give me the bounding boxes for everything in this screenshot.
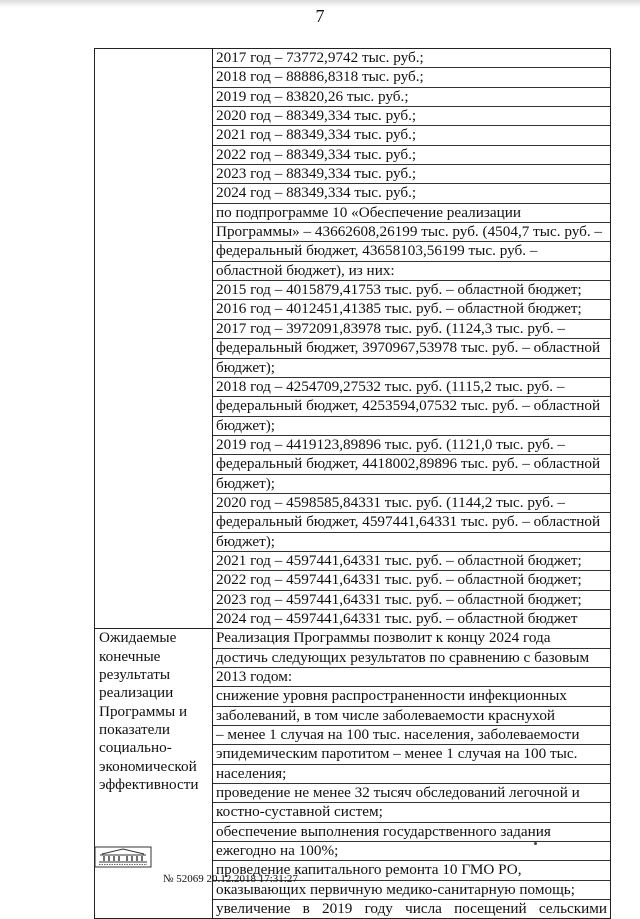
- list-item: эпидемическим паротитом – менее 1 случая на 100 тыс.: [213, 745, 610, 764]
- list-item: 2020 год – 88349,334 тыс. руб.;: [213, 107, 610, 126]
- funding-value-cell: [213, 49, 611, 629]
- list-item: по подпрограмме 10 «Обеспечение реализации: [213, 204, 610, 223]
- list-item: федеральный бюджет, 4253594,07532 тыс. руб. – областной: [213, 397, 610, 416]
- list-item: Реализация Программы позволит к концу 2024 года: [213, 629, 610, 648]
- list-item: бюджет);: [213, 359, 610, 378]
- list-item: увеличение в 2019 году числа посещений сельскими: [216, 900, 607, 918]
- list-item: заболеваний, в том числе заболеваемости краснухой: [213, 707, 610, 726]
- list-item: 2021 год – 4597441,64331 тыс. руб. – областной бюджет;: [213, 552, 610, 571]
- list-item: 2015 год – 4015879,41753 тыс. руб. – областной бюджет;: [213, 281, 610, 300]
- list-item: 2018 год – 88886,8318 тыс. руб.;: [213, 68, 610, 87]
- list-item: 2018 год – 4254709,27532 тыс. руб. (1115,2 тыс. руб. –: [213, 378, 610, 397]
- list-item: областной бюджет), из них:: [213, 262, 610, 281]
- list-item: 2022 год – 4597441,64331 тыс. руб. – областной бюджет;: [213, 571, 610, 590]
- list-item: 2019 год – 83820,26 тыс. руб.;: [213, 88, 610, 107]
- results-label-line: Ожидаемые: [99, 629, 177, 647]
- list-item: федеральный бюджет, 43658103,56199 тыс. руб. –: [213, 242, 610, 261]
- list-item: достичь следующих результатов по сравнению с базовым: [213, 649, 610, 668]
- funding-label-cell: [95, 49, 213, 629]
- list-item: обеспечение выполнения государственного задания: [213, 823, 610, 842]
- list-item: – менее 1 случая на 100 тыс. населения, заболеваемости: [213, 726, 610, 745]
- list-item: костно-суставной систем;: [213, 803, 610, 822]
- list-item: бюджет);: [213, 475, 610, 494]
- list-item: 2021 год – 88349,334 тыс. руб.;: [213, 126, 610, 145]
- list-item: федеральный бюджет, 3970967,53978 тыс. руб. – областной: [213, 339, 610, 358]
- results-label-line: Программы и: [99, 702, 188, 720]
- list-item: населения;: [213, 765, 610, 784]
- list-item: 2013 годом:: [213, 668, 610, 687]
- list-item: снижение уровня распространенности инфекционных: [213, 687, 610, 706]
- list-item: проведение капитального ремонта 10 ГМО РО,: [213, 861, 610, 880]
- list-item: 2022 год – 88349,334 тыс. руб.;: [213, 146, 610, 165]
- list-item: федеральный бюджет, 4597441,64331 тыс. руб. – областной: [213, 513, 610, 532]
- results-label-line: экономической: [99, 757, 197, 775]
- list-item: оказывающих первичную медико-санитарную помощь;: [213, 881, 610, 900]
- results-label-line: показатели: [99, 721, 171, 739]
- list-item: бюджет);: [213, 533, 610, 552]
- results-label-line: социально-: [99, 739, 172, 757]
- registration-number: № 52069 20.12.2018 17:31:27: [163, 873, 298, 885]
- funding-years-list: [213, 49, 610, 628]
- funding-row: [95, 49, 611, 629]
- list-item: 2024 год – 88349,334 тыс. руб.;: [213, 184, 610, 203]
- results-label-line: результаты: [99, 666, 171, 683]
- list-item: 2017 год – 3972091,83978 тыс. руб. (1124,3 тыс. руб. –: [213, 320, 610, 339]
- government-stamp-icon: [94, 846, 152, 868]
- list-item: 2023 год – 4597441,64331 тыс. руб. – областной бюджет;: [213, 591, 610, 610]
- list-item: бюджет);: [213, 417, 610, 436]
- list-item: 2024 год – 4597441,64331 тыс. руб. – областной бюджет: [216, 609, 578, 627]
- page-number: 7: [315, 6, 325, 26]
- list-item: 2016 год – 4012451,41385 тыс. руб. – областной бюджет;: [213, 300, 610, 319]
- results-label-line: конечные: [99, 647, 161, 665]
- list-item: 2020 год – 4598585,84331 тыс. руб. (1144,2 тыс. руб. –: [213, 494, 610, 513]
- list-item: проведение не менее 32 тысяч обследований легочной и: [213, 784, 610, 803]
- results-label-line: эффективности: [99, 776, 199, 794]
- list-item: 2023 год – 88349,334 тыс. руб.;: [213, 165, 610, 184]
- list-item: Программы» – 43662608,26199 тыс. руб. (4504,7 тыс. руб. –: [213, 223, 610, 242]
- results-label-line: реализации: [99, 684, 174, 702]
- list-item: федеральный бюджет, 4418002,89896 тыс. руб. – областной: [213, 455, 610, 474]
- list-item: ежегодно на 100%;: [213, 842, 610, 861]
- scan-speck: [534, 842, 537, 845]
- list-item: 2017 год – 73772,9742 тыс. руб.;: [213, 49, 610, 68]
- passport-table: [94, 48, 611, 919]
- list-item: 2019 год – 4419123,89896 тыс. руб. (1121,0 тыс. руб. –: [213, 436, 610, 455]
